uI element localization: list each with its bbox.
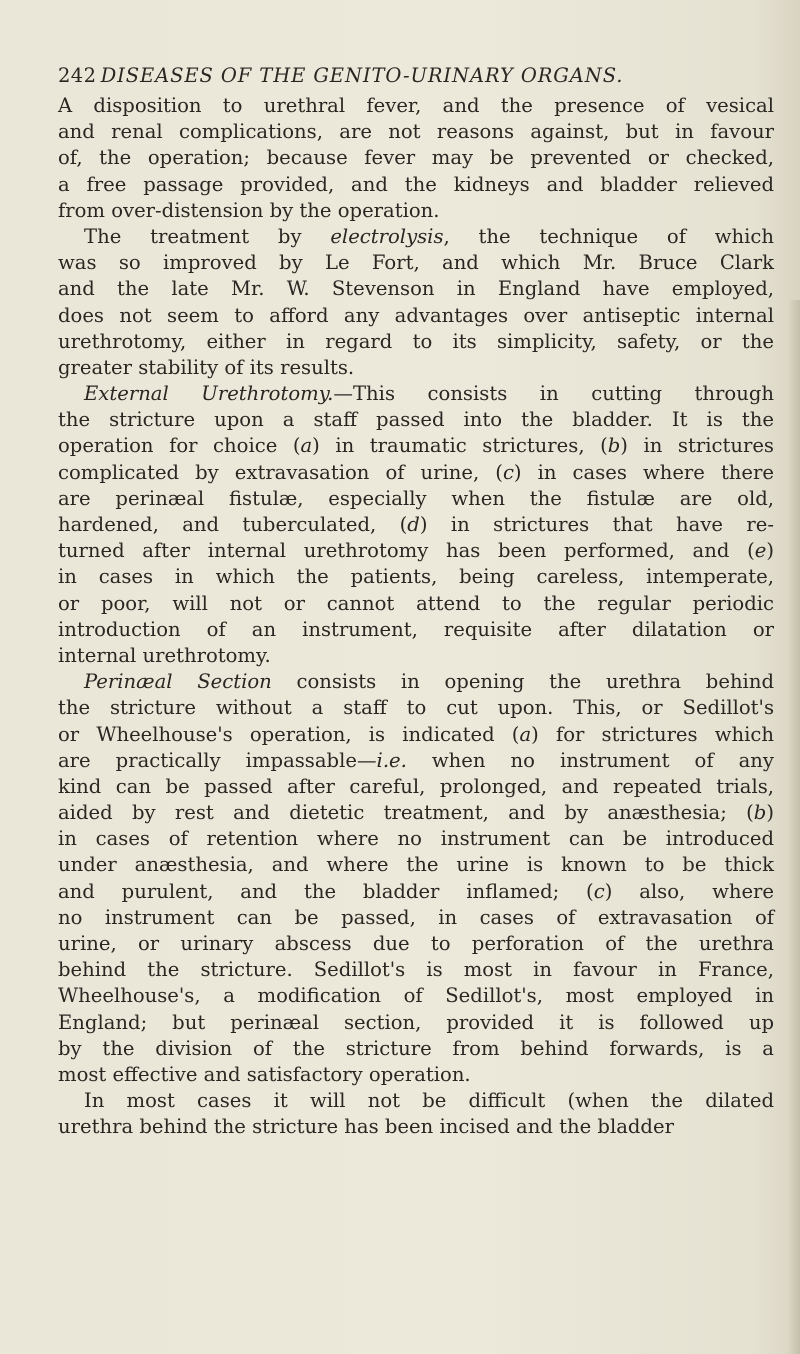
text-line [58, 329, 774, 355]
text-line [58, 1114, 774, 1140]
text-segment: A disposition to urethral fever, and the presence of vesical [58, 94, 774, 117]
text-segment: urine, or urinary abscess due to perforation of the urethra [58, 932, 774, 955]
text-segment: , the technique of which [443, 224, 774, 248]
text-line [58, 224, 774, 250]
text-line [58, 931, 774, 957]
text-line [58, 250, 774, 276]
text-line [58, 1088, 774, 1114]
text-segment: urethrotomy, either in regard to its simplicity, safety, or the [58, 329, 774, 353]
text-segment: and renal complications, are not reasons against, but in favour [58, 120, 774, 144]
text-segment: aided by rest and dietetic treatment, and by anæsthesia; ( [58, 801, 754, 825]
text-segment: operation for choice ( [58, 434, 301, 458]
text-segment: ) in cases where there [513, 460, 774, 484]
text-line [58, 722, 774, 748]
italic-text: b [753, 801, 767, 825]
text-segment: internal urethrotomy. [58, 643, 271, 667]
text-line [58, 303, 774, 329]
text-segment: a free passage provided, and the kidneys and bladder relieved [58, 172, 774, 196]
page-header [58, 64, 778, 87]
text-segment: and the late Mr. W. Stevenson in England have employed, [58, 277, 774, 301]
text-segment: In most cases it will not be difficult (when the dilated [84, 1089, 774, 1113]
text-line [58, 1010, 774, 1036]
italic-text: i.e. [376, 748, 407, 772]
text-line [58, 826, 774, 852]
text-segment: kind can be passed after careful, prolonged, and repeated trials, [58, 774, 774, 798]
text-line [58, 407, 774, 433]
text-segment: turned after internal urethrotomy has been performed, and ( [58, 539, 755, 563]
text-segment: most effective and satisfactory operation. [58, 1062, 471, 1086]
text-line [58, 879, 774, 905]
text-line [58, 957, 774, 983]
text-line [58, 617, 774, 643]
text-line [58, 591, 774, 617]
text-segment: and purulent, and the bladder inflamed; ( [58, 879, 594, 903]
text-line [58, 774, 774, 800]
text-segment: The treatment by [84, 224, 331, 248]
italic-text: b [607, 434, 621, 458]
italic-text: c [502, 460, 514, 484]
text-line [58, 460, 774, 486]
page-edge-shadow [788, 300, 800, 1354]
text-line [58, 145, 774, 171]
text-segment: of, the operation; because fever may be prevented or checked, [58, 146, 774, 170]
text-line [58, 93, 774, 119]
text-segment: under anæsthesia, and where the urine is known to be thick [58, 853, 774, 877]
text-segment: ) in strictures that have re- [419, 513, 774, 536]
text-segment: was so improved by Le Fort, and which Mr. Bruce Clark [58, 251, 774, 275]
text-segment: England; but perinæal section, provided it is followed up [58, 1010, 774, 1034]
text-line [58, 852, 774, 878]
text-segment: ) [766, 539, 774, 563]
text-segment: behind the stricture. Sedillot's is most in favour in France, [58, 958, 774, 982]
text-segment: are practically impassable— [58, 748, 377, 772]
italic-text: a [300, 434, 313, 458]
text-line [58, 198, 774, 224]
text-line [58, 119, 774, 145]
text-segment: or Wheelhouse's operation, is indicated ( [58, 722, 520, 746]
text-line [58, 695, 774, 721]
text-segment: ) also, where [604, 879, 775, 903]
text-line [58, 905, 774, 931]
text-line [58, 433, 774, 459]
text-segment: are perinæal fistulæ, especially when the fistulæ are old, [58, 486, 774, 510]
text-segment: consists in opening the urethra behind [271, 670, 774, 694]
text-line [58, 983, 774, 1009]
italic-text: d [407, 513, 420, 536]
text-line [58, 669, 774, 695]
text-segment: no instrument can be passed, in cases of extravasation of [58, 905, 774, 929]
text-segment: ) for strictures which [531, 722, 774, 746]
italic-text: electrolysis [330, 224, 444, 248]
text-segment: ) in strictures [620, 434, 774, 458]
italic-text: a [519, 722, 532, 746]
text-line [58, 800, 774, 826]
text-segment: hardened, and tuberculated, ( [58, 513, 408, 536]
text-segment: by the division of the stricture from behind forwards, is a [58, 1036, 774, 1060]
text-line [58, 1062, 774, 1088]
text-segment: does not seem to afford any advantages over antiseptic internal [58, 303, 774, 327]
text-line [58, 381, 774, 407]
text-line [58, 512, 774, 538]
italic-text: External Urethrotomy. [84, 382, 334, 406]
text-segment: in cases of retention where no instrument can be introduced [58, 827, 774, 851]
text-segment: introduction of an instrument, requisite after dilatation or [58, 617, 774, 641]
text-segment: the stricture without a staff to cut upon. This, or Sedillot's [58, 696, 774, 720]
text-segment: ) in traumatic strictures, ( [312, 434, 608, 458]
italic-text: c [593, 879, 605, 903]
text-line [58, 643, 774, 669]
text-segment: complicated by extravasation of urine, ( [58, 460, 503, 484]
text-segment: —This consists in cutting through [333, 382, 774, 406]
text-line [58, 355, 774, 381]
body-text [58, 93, 774, 1141]
text-line [58, 172, 774, 198]
italic-text: e [754, 539, 767, 563]
text-segment: when no instrument of any [406, 748, 774, 772]
page-number: 242 [58, 64, 97, 87]
text-segment: the stricture upon a staff passed into the bladder. It is the [58, 408, 774, 432]
text-segment: ) [766, 801, 774, 825]
text-line [58, 486, 774, 512]
text-line [58, 276, 774, 302]
text-line [58, 748, 774, 774]
text-segment: Wheelhouse's, a modification of Sedillot's, most employed in [58, 984, 774, 1008]
text-segment: from over-distension by the operation. [58, 198, 440, 222]
text-segment: in cases in which the patients, being careless, intemperate, [58, 565, 774, 589]
text-segment: urethra behind the stricture has been incised and the bladder [58, 1115, 674, 1139]
text-line [58, 1036, 774, 1062]
text-line [58, 538, 774, 564]
text-segment: or poor, will not or cannot attend to the regular periodic [58, 591, 774, 615]
text-line [58, 564, 774, 590]
text-segment: greater stability of its results. [58, 355, 355, 379]
running-title: DISEASES OF THE GENITO-URINARY ORGANS. [100, 64, 624, 87]
italic-text: Perinæal Section [84, 670, 272, 694]
